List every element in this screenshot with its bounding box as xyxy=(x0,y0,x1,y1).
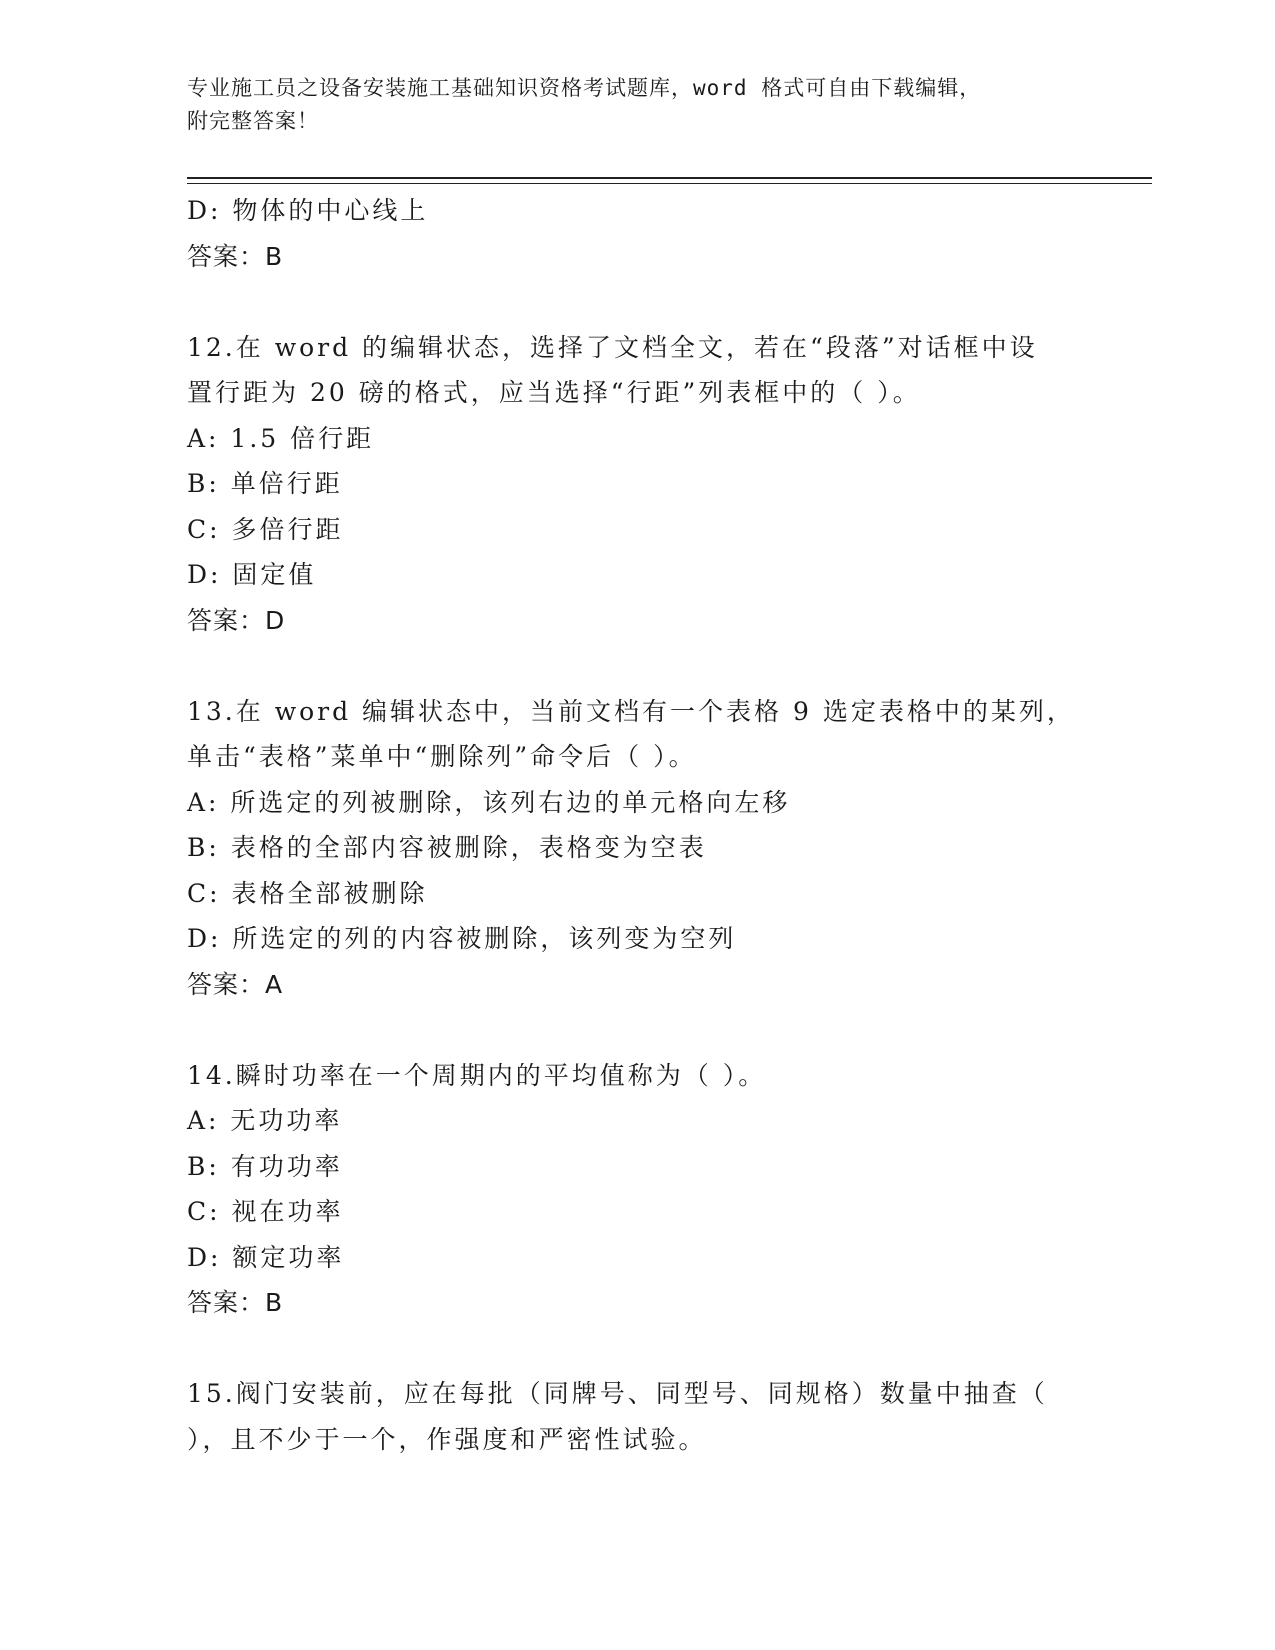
answer-line: 答案：B xyxy=(187,1288,284,1317)
option-b: B: 有功功率 xyxy=(187,1151,343,1181)
option-a: A: 所选定的列被删除，该列右边的单元格向左移 xyxy=(187,787,791,817)
option-b: B: 表格的全部内容被删除，表格变为空表 xyxy=(187,833,707,862)
question-13 xyxy=(187,689,1087,1008)
question-14 xyxy=(187,1053,1087,1326)
option-d: D: 额定功率 xyxy=(187,1242,345,1272)
spacer xyxy=(187,279,1087,325)
answer-line: 答案：B xyxy=(187,241,284,271)
option-c: C: 视在功率 xyxy=(187,1197,344,1226)
option-b: B: 单倍行距 xyxy=(187,469,343,498)
spacer xyxy=(187,1007,1087,1053)
option-c: C: 多倍行距 xyxy=(187,514,344,544)
header-divider-thin xyxy=(187,183,1152,184)
option-a: A: 无功功率 xyxy=(187,1106,343,1135)
answer-line: 答案：A xyxy=(187,969,284,999)
question-list xyxy=(187,188,1087,1462)
question-15 xyxy=(187,1371,1087,1462)
answer-line: 答案：D xyxy=(187,605,286,635)
header-title-line-1: 专业施工员之设备安装施工基础知识资格考试题库，word 格式可自由下载编辑， xyxy=(187,76,982,100)
question-12 xyxy=(187,325,1087,644)
option-d: D: 所选定的列的内容被删除，该列变为空列 xyxy=(187,924,737,953)
document-header xyxy=(187,72,1087,138)
option-a: A: 1.5 倍行距 xyxy=(187,423,375,453)
question-stem-line-2: ），且不少于一个，作强度和严密性试验。 xyxy=(187,1424,707,1454)
header-divider-thick xyxy=(187,177,1152,179)
question-stem-line-2: 单击“表格”菜单中“删除列”命令后（ ）。 xyxy=(187,742,697,771)
spacer xyxy=(187,643,1087,689)
header-title-line-2: 附完整答案！ xyxy=(187,109,319,133)
option-c: C: 表格全部被删除 xyxy=(187,878,428,908)
option-d: D: 固定值 xyxy=(187,560,317,589)
question-stem-line-2: 置行距为 20 磅的格式，应当选择“行距”列表框中的（ ）。 xyxy=(187,378,921,407)
option-d: D: 物体的中心线上 xyxy=(187,196,429,225)
question-stem-line-1: 14.瞬时功率在一个周期内的平均值称为（ ）。 xyxy=(187,1060,767,1090)
question-stem-line-1: 12.在 word 的编辑状态，选择了文档全文，若在“段落”对话框中设 xyxy=(187,332,1038,362)
spacer xyxy=(187,1326,1087,1372)
question-stem-line-1: 15.阀门安装前，应在每批（同牌号、同型号、同规格）数量中抽查（ xyxy=(187,1379,1048,1408)
question-11 xyxy=(187,188,1087,279)
question-stem-line-1: 13.在 word 编辑状态中，当前文档有一个表格 9 选定表格中的某列， xyxy=(187,696,1075,726)
